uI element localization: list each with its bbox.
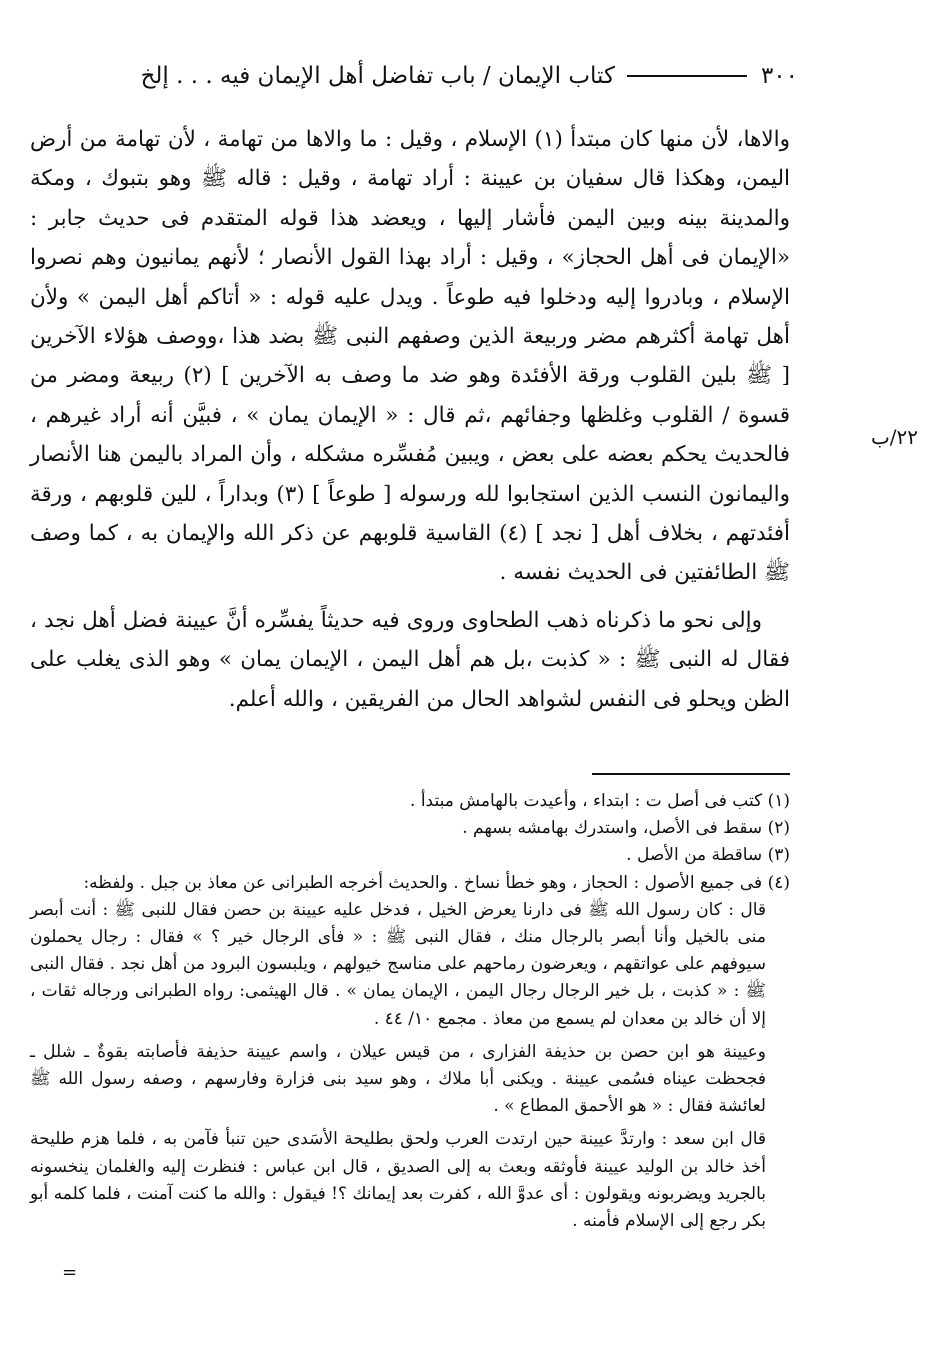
running-title: كتاب الإيمان / باب تفاضل أهل الإيمان فيه . . . إلخ — [140, 63, 615, 89]
paragraph-1: والاها، لأن منها كان مبتدأ (١) الإسلام ، وقيل : ما والاها من تهامة ، لأن تهامة من أرض اليمن، وهكذا قال سفيان بن عيينة : أراد تهامة ، وقيل : قاله ﷺ وهو بتبوك ، ومكة والمدينة بينه وبين اليمن فأشار إليها ، ويعضد هذا قوله المتقدم فى حديث جابر : «الإيمان فى أهل الحجاز» ، وقيل : أراد بهذا القول الأنصار ؛ لأنهم يمانيون وهم نصروا الإسلام ، وبادروا إليه ودخلوا فيه طوعاً . ويدل عليه قوله : « أتاكم أهل اليمن » ولأن أهل تهامة أكثرهم مضر وربيعة الذين وصفهم النبى ﷺ بضد هذا ،ووصف هؤلاء الآخرين [ ﷺ بلين القلوب ورقة الأفئدة وهو ضد ما وصف به الآخرين ] (٢) ربيعة ومضر من قسوة / القلوب وغلظها وجفائهم ،ثم قال : « الإيمان يمان » ، فبيَّن أنه أراد غيرهم ، فالحديث يحكم بعضه على بعض ، ويبين مُفسِّره مشكله ، وأن المراد باليمن هنا الأنصار واليمانون النسب الذين استجابوا لله ورسوله [ طوعاً ] (٣) وبداراً ، للين قلوبهم ، ورقة أفئدتهم ، بخلاف أهل [ نجد ] (٤) القاسية قلوبهم عن ذكر الله والإيمان به ، كما وصف ﷺ الطائفتين فى الحديث نفسه . — [30, 127, 791, 586]
paragraph-2: وإلى نحو ما ذكرناه ذهب الطحاوى وروى فيه حديثاً يفسِّره أنَّ عيينة فضل أهل نجد ، فقال له النبى ﷺ : « كذبت ،بل هم أهل اليمن ، الإيمان يمان » وهو الذى يغلب على الظن ويحلو فى النفس لشواهد الحال من الفريقين ، والله أعلم. — [30, 607, 790, 712]
header-rule — [627, 75, 747, 77]
footnotes — [30, 788, 790, 1235]
main-text — [30, 120, 790, 719]
footnote-separator — [592, 773, 790, 775]
footnote-2: (٢) سقط فى الأصل، واستدرك بهامشه بسهم . — [462, 818, 790, 839]
footnote-3: (٣) ساقطة من الأصل . — [626, 845, 790, 866]
page-number: ٣٠٠ — [760, 63, 798, 89]
folio-margin-note: ٢٢/ب — [870, 425, 918, 449]
footnote-4-para-3: قال ابن سعد : وارتدَّ عيينة حين ارتدت العرب ولحق بطليحة الأسَدى حين تنبأ فآمن به ، فلما هزم طليحة أخذ خالد بن الوليد عيينة فأوثقه وبعث به إلى الصديق ، قال ابن عباس : فنظرت إليه والغلمان ينخسونه بالجريد ويضربونه ويقولون : أى عدوَّ الله ، كفرت بعد إيمانك ؟! فيقول : والله ما كنت آمنت ، فلما كلمه أبو بكر رجع إلى الإسلام فأمنه . — [30, 1129, 766, 1232]
footnote-4-para-2: وعيينة هو ابن حصن بن حذيفة الفزارى ، من قيس عيلان ، واسم عيينة حذيفة فأصابته بقوةٌ ـ شلل ـ فجحظت عيناه فسُمى عيينة . ويكنى أبا ملاك ، وهو سيد بنى فزارة وفارسهم ، وصفه رسول الله ﷺ لعائشة فقال : « هو الأحمق المطاع » . — [30, 1041, 766, 1117]
continuation-mark: = — [62, 1262, 78, 1283]
running-header — [30, 58, 798, 94]
footnote-4-body: قال : كان رسول الله ﷺ فى دارنا يعرض الخيل ، فدخل عليه عيينة بن حصن فقال للنبى ﷺ : أنت أبصر منى بالخيل وأنا أبصر بالرجال منك ، فقال النبى ﷺ : « فأى الرجال خير ؟ » فقال : رجال يحملون سيوفهم على عواتقهم ، ويعرضون رماحهم على مناسج خيولهم ، ويلبسون البرود من أهل نجد . فقال النبى ﷺ : « كذبت ، بل خير الرجال رجال اليمن ، الإيمان يمان » . قال الهيثمى: رواه الطبرانى ورجاله ثقات ، إلا أن خالد بن معدان لم يسمع من معاذ . مجمع ١٠/ ٤٤ . — [30, 899, 766, 1029]
footnote-1: (١) كتب فى أصل ت : ابتداء ، وأعيدت بالهامش مبتدأ . — [410, 791, 790, 811]
footnote-4-head: (٤) فى جميع الأصول : الحجاز ، وهو خطأ نساخ . والحديث أخرجه الطبرانى عن معاذ بن جبل . ولفظه: — [83, 872, 790, 893]
